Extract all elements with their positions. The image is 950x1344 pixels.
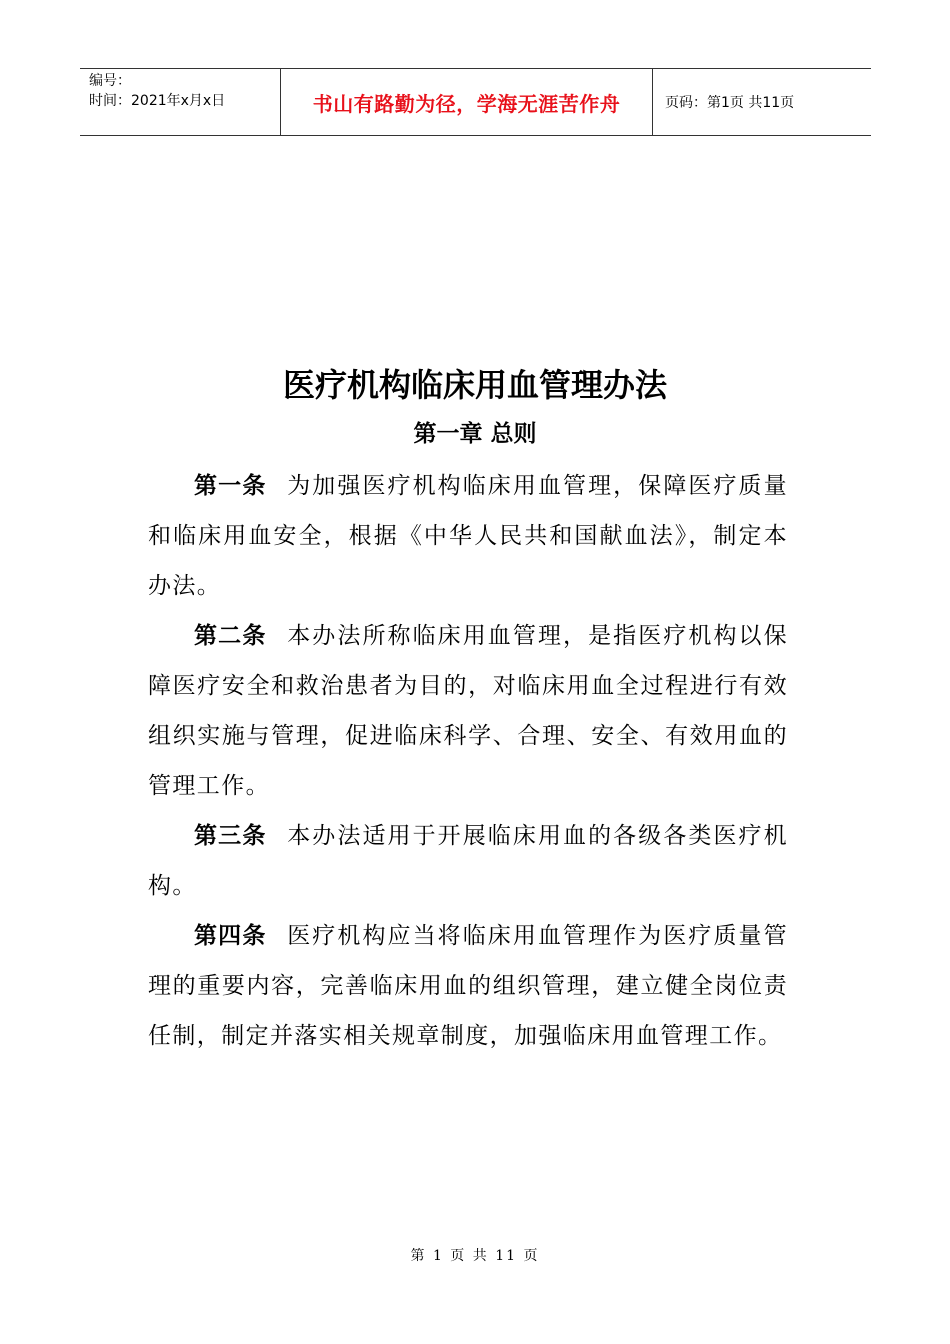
article-label: 第三条 — [194, 823, 267, 849]
header-page-info: 页码：第1页 共11页 — [665, 95, 795, 111]
document-header — [80, 68, 871, 136]
document-number-label: 编号： — [89, 73, 131, 89]
article-text: 为加强医疗机构临床用血管理，保障医疗质量和临床用血安全，根据《中华人民共和国献血法》，制定本办法。 — [148, 473, 789, 599]
article-3 — [148, 811, 788, 911]
article-label: 第一条 — [194, 473, 267, 499]
article-label: 第四条 — [194, 923, 267, 949]
article-text: 本办法所称临床用血管理，是指医疗机构以保障医疗安全和救治患者为目的，对临床用血全过程进行有效组织实施与管理，促进临床科学、合理、安全、有效用血的管理工作。 — [148, 623, 789, 799]
header-motto: 书山有路勤为径，学海无涯苦作舟 — [281, 69, 653, 135]
document-body — [148, 461, 788, 1061]
article-text: 医疗机构应当将临床用血管理作为医疗质量管理的重要内容，完善临床用血的组织管理，建立健全岗位责任制，制定并落实相关规章制度，加强临床用血管理工作。 — [148, 923, 789, 1049]
header-meta — [80, 69, 281, 135]
document-title: 医疗机构临床用血管理办法 — [282, 366, 667, 404]
article-1 — [148, 461, 788, 611]
page-footer: 第 1 页 共 11 页 — [410, 1248, 540, 1264]
article-text: 本办法适用于开展临床用血的各级各类医疗机构。 — [148, 823, 789, 899]
document-time-label: 时间：2021年x月x日 — [89, 93, 226, 109]
article-label: 第二条 — [194, 623, 267, 649]
chapter-title: 第一章 总则 — [413, 421, 537, 447]
article-2 — [148, 611, 788, 811]
article-4 — [148, 911, 788, 1061]
